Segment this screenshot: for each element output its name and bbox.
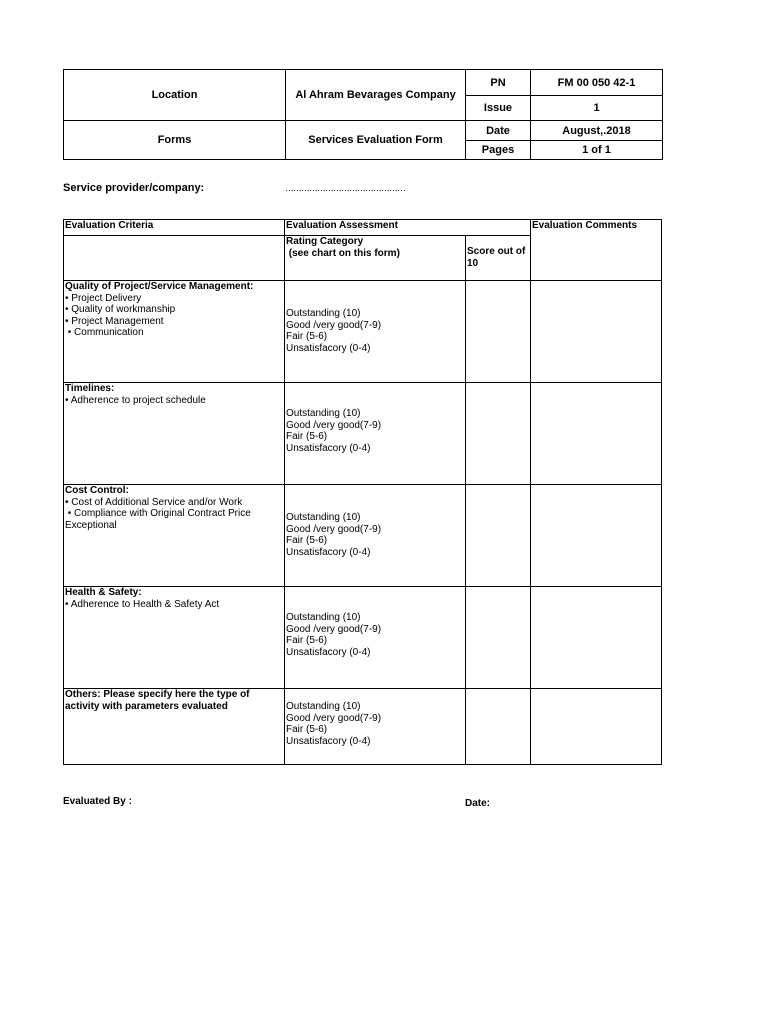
table-row bbox=[64, 281, 662, 383]
rating-option: Outstanding (10) bbox=[286, 308, 361, 319]
criteria-item: • Project Management bbox=[65, 315, 164, 327]
rating-option: Good /very good(7-9) bbox=[286, 623, 382, 635]
rating-option: Outstanding (10) bbox=[286, 701, 361, 712]
rating-option: Unsatisfacory (0-4) bbox=[286, 546, 371, 558]
issue-value: 1 bbox=[531, 96, 663, 121]
evaluated-by-label: Evaluated By : bbox=[63, 796, 132, 807]
criteria-cell bbox=[64, 689, 285, 765]
score-cell[interactable] bbox=[466, 689, 531, 765]
rating-option: Good /very good(7-9) bbox=[286, 712, 382, 724]
comments-header: Evaluation Comments bbox=[531, 220, 662, 281]
score-cell[interactable] bbox=[466, 485, 531, 587]
rating-option: Good /very good(7-9) bbox=[286, 523, 382, 535]
rating-option: Fair (5-6) bbox=[286, 431, 328, 442]
service-provider-label: Service provider/company: bbox=[63, 182, 205, 194]
pages-label: Pages bbox=[466, 141, 531, 160]
date-label: Date bbox=[466, 121, 531, 141]
criteria-title: Health & Safety: bbox=[65, 587, 142, 598]
rating-option: Outstanding (10) bbox=[286, 612, 361, 623]
criteria-cell bbox=[64, 281, 285, 383]
forms-label: Forms bbox=[64, 121, 286, 160]
criteria-item: • Project Delivery bbox=[65, 292, 142, 304]
rating-option: Fair (5-6) bbox=[286, 535, 328, 546]
issue-label: Issue bbox=[466, 96, 531, 121]
criteria-subheader-empty bbox=[64, 236, 285, 281]
table-row bbox=[64, 383, 662, 485]
assessment-header: Evaluation Assessment bbox=[285, 220, 531, 236]
rating-cell bbox=[285, 281, 466, 383]
rating-option: Fair (5-6) bbox=[286, 635, 328, 646]
rating-cell bbox=[285, 689, 466, 765]
rating-option: Outstanding (10) bbox=[286, 512, 361, 523]
criteria-item: • Adherence to project schedule bbox=[65, 394, 206, 406]
evaluation-table bbox=[63, 219, 662, 765]
rating-option: Unsatisfacory (0-4) bbox=[286, 646, 371, 658]
table-row bbox=[64, 689, 662, 765]
score-header: Score out of 10 bbox=[466, 236, 531, 281]
pn-label: PN bbox=[466, 70, 531, 96]
score-cell[interactable] bbox=[466, 281, 531, 383]
rating-option: Unsatisfacory (0-4) bbox=[286, 442, 371, 454]
comments-cell[interactable] bbox=[531, 383, 662, 485]
criteria-title: Cost Control: bbox=[65, 485, 129, 496]
table-row bbox=[64, 485, 662, 587]
form-title: Services Evaluation Form bbox=[286, 121, 466, 160]
rating-option: Good /very good(7-9) bbox=[286, 319, 382, 331]
criteria-item: • Communication bbox=[65, 327, 144, 338]
rating-option: Good /very good(7-9) bbox=[286, 419, 382, 431]
date-value: August,.2018 bbox=[531, 121, 663, 141]
pn-value: FM 00 050 42-1 bbox=[531, 70, 663, 96]
score-cell[interactable] bbox=[466, 587, 531, 689]
criteria-title: Others: Please specify here the type of activity with parameters evaluated bbox=[65, 689, 250, 712]
location-label: Location bbox=[64, 70, 286, 121]
criteria-header: Evaluation Criteria bbox=[64, 220, 285, 236]
rating-option: Unsatisfacory (0-4) bbox=[286, 735, 371, 747]
comments-cell[interactable] bbox=[531, 485, 662, 587]
rating-category-note: (see chart on this form) bbox=[286, 247, 400, 259]
rating-option: Unsatisfacory (0-4) bbox=[286, 342, 371, 354]
criteria-title: Timelines: bbox=[65, 383, 115, 394]
rating-cell bbox=[285, 383, 466, 485]
service-provider-field[interactable]: ……………………………………… bbox=[285, 183, 405, 193]
criteria-item: • Quality of workmanship bbox=[65, 304, 176, 315]
rating-option: Fair (5-6) bbox=[286, 331, 328, 342]
criteria-item: • Adherence to Health & Safety Act bbox=[65, 598, 220, 610]
rating-category-title: Rating Category bbox=[286, 236, 364, 247]
criteria-cell bbox=[64, 383, 285, 485]
header-table bbox=[63, 69, 663, 160]
pages-value: 1 of 1 bbox=[531, 141, 663, 160]
criteria-item: • Compliance with Original Contract Price Exceptional bbox=[65, 508, 254, 531]
rating-cell bbox=[285, 587, 466, 689]
comments-cell[interactable] bbox=[531, 281, 662, 383]
rating-category-header bbox=[285, 236, 466, 281]
rating-option: Outstanding (10) bbox=[286, 408, 361, 419]
company-name: Al Ahram Bevarages Company bbox=[286, 70, 466, 121]
comments-cell[interactable] bbox=[531, 689, 662, 765]
table-row bbox=[64, 587, 662, 689]
criteria-title: Quality of Project/Service Management: bbox=[65, 281, 254, 292]
criteria-cell bbox=[64, 587, 285, 689]
rating-cell bbox=[285, 485, 466, 587]
rating-option: Fair (5-6) bbox=[286, 724, 328, 735]
criteria-item: • Cost of Additional Service and/or Work bbox=[65, 496, 243, 508]
score-cell[interactable] bbox=[466, 383, 531, 485]
date-field-label: Date: bbox=[465, 798, 491, 809]
criteria-cell bbox=[64, 485, 285, 587]
comments-cell[interactable] bbox=[531, 587, 662, 689]
